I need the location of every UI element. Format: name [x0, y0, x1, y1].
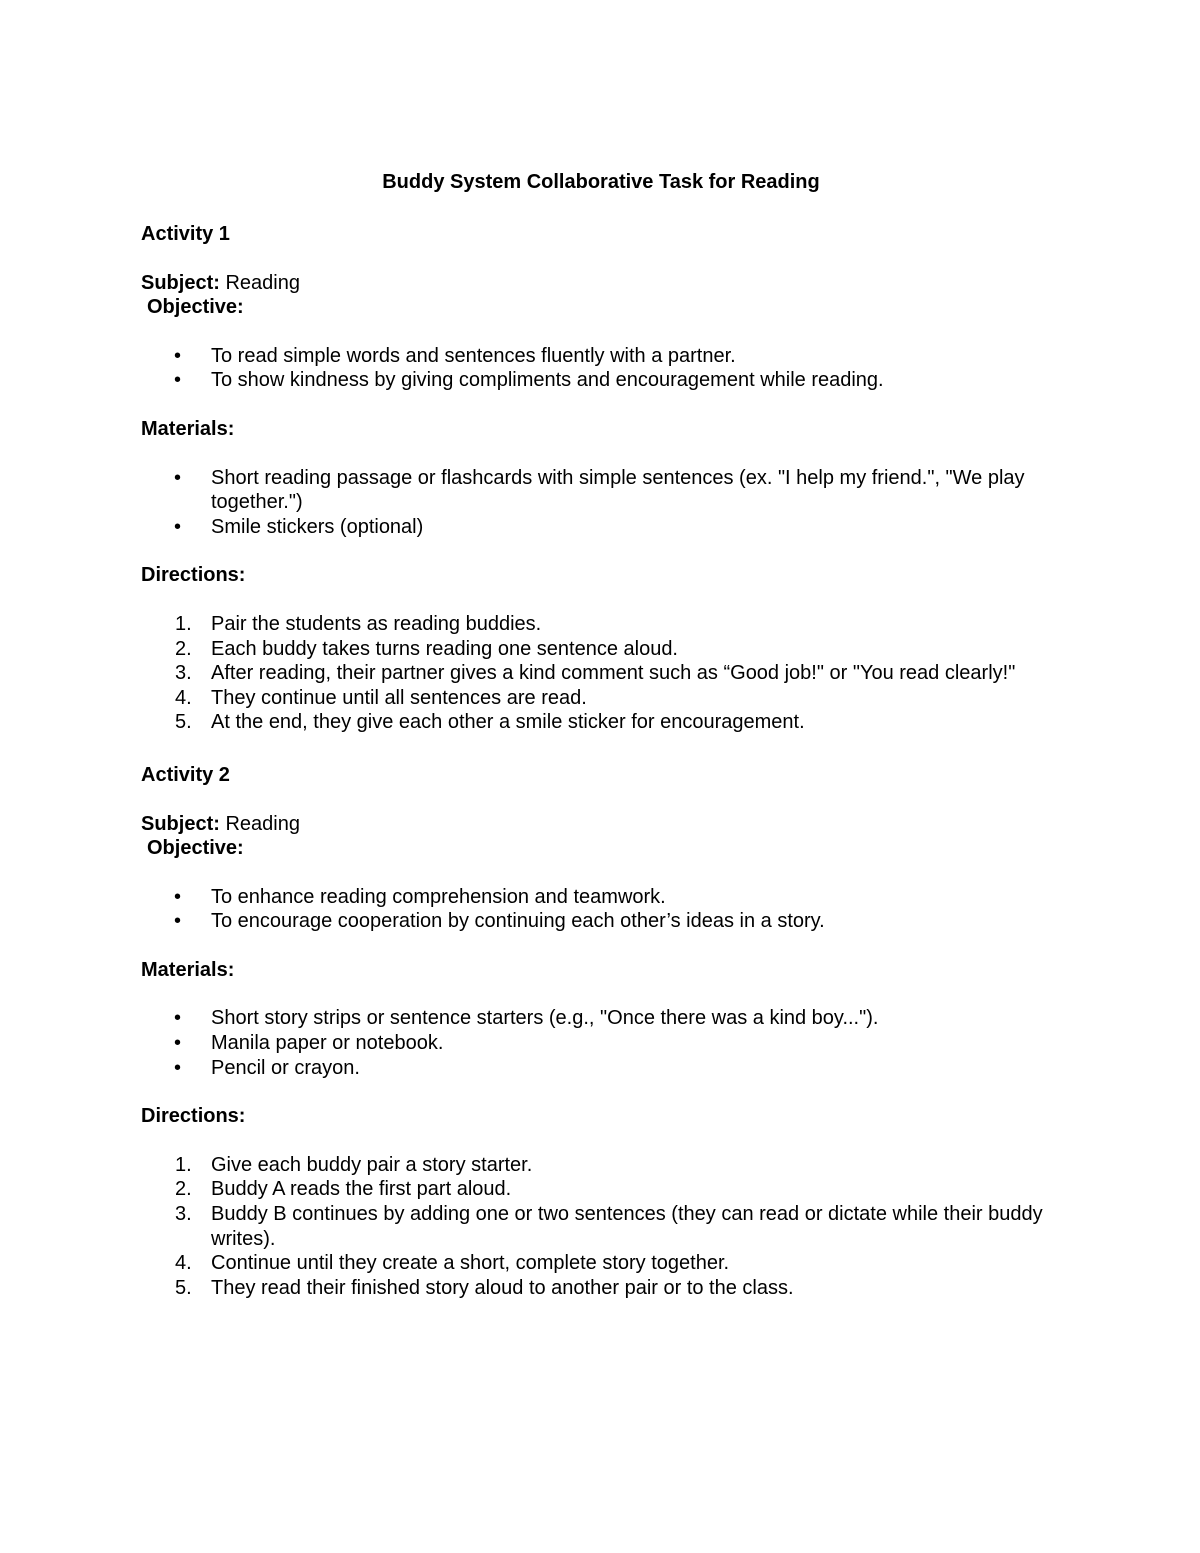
step-number: 2.: [175, 1178, 192, 1201]
step-number: 3.: [175, 662, 192, 685]
objective-text: To enhance reading comprehension and teamwork.: [211, 885, 666, 908]
list-item: [141, 1251, 1061, 1276]
list-item: [141, 710, 1061, 735]
objectives-list: [141, 344, 1061, 393]
objective-text: To show kindness by giving compliments and encouragement while reading.: [211, 369, 884, 392]
list-item: [141, 515, 1061, 540]
material-text: Short reading passage or flashcards with simple sentences (ex. "I help my friend.", "We play together."): [211, 466, 1025, 514]
activity-heading: Activity 1: [141, 223, 230, 245]
direction-text: After reading, their partner gives a kind comment such as “Good job!" or "You read clearly!": [211, 662, 1016, 685]
direction-text: Give each buddy pair a story starter.: [211, 1153, 533, 1176]
step-number: 5.: [175, 711, 192, 734]
materials-list: [141, 466, 1061, 540]
subject-label: Subject:: [141, 812, 220, 835]
objective-label: Objective:: [147, 296, 244, 319]
directions-label: Directions:: [141, 564, 246, 587]
list-item: [141, 661, 1061, 686]
materials-list: [141, 1006, 1061, 1080]
list-item: [141, 344, 1061, 369]
list-item: [141, 909, 1061, 934]
objective-label: Objective:: [147, 837, 244, 860]
step-number: 4.: [175, 686, 192, 709]
step-number: 1.: [175, 1153, 192, 1176]
list-item: [141, 1153, 1061, 1178]
bullet-icon: •: [174, 885, 182, 908]
subject-value: Reading: [225, 271, 300, 294]
materials-label: Materials:: [141, 958, 235, 981]
step-number: 2.: [175, 637, 192, 660]
subject-value: Reading: [225, 812, 300, 835]
direction-text: At the end, they give each other a smile sticker for encouragement.: [211, 711, 805, 734]
bullet-icon: •: [174, 1056, 182, 1079]
activity-heading: Activity 2: [141, 763, 230, 786]
bullet-icon: •: [174, 344, 182, 367]
objective-text: To encourage cooperation by continuing each other’s ideas in a story.: [211, 910, 825, 933]
document-title: Buddy System Collaborative Task for Reading: [382, 171, 820, 193]
list-item: [141, 1006, 1061, 1031]
list-item: [141, 1202, 1061, 1251]
list-item: [141, 686, 1061, 711]
directions-label: Directions:: [141, 1105, 246, 1128]
directions-list: [141, 612, 1061, 735]
direction-text: Buddy A reads the first part aloud.: [211, 1178, 512, 1201]
list-item: [141, 1276, 1061, 1301]
bullet-icon: •: [174, 1007, 182, 1030]
step-number: 4.: [175, 1252, 192, 1275]
document-page: [141, 170, 1061, 1300]
direction-text: Each buddy takes turns reading one sentence aloud.: [211, 637, 678, 660]
activity-2-section: [141, 763, 1061, 1301]
material-text: Manila paper or notebook.: [211, 1032, 444, 1055]
list-item: [141, 1031, 1061, 1056]
list-item: [141, 466, 1061, 515]
subject-line: [141, 271, 1061, 296]
direction-text: Continue until they create a short, complete story together.: [211, 1252, 730, 1275]
objectives-list: [141, 885, 1061, 934]
list-item: [141, 612, 1061, 637]
activity-1-section: [141, 222, 1061, 735]
step-number: 3.: [175, 1203, 192, 1226]
list-item: [141, 368, 1061, 393]
direction-text: Pair the students as reading buddies.: [211, 612, 542, 635]
subject-label: Subject:: [141, 271, 220, 294]
step-number: 1.: [175, 612, 192, 635]
list-item: [141, 637, 1061, 662]
material-text: Smile stickers (optional): [211, 515, 424, 538]
list-item: [141, 1056, 1061, 1081]
direction-text: Buddy B continues by adding one or two sentences (they can read or dictate while their buddy writes).: [211, 1203, 1043, 1250]
step-number: 5.: [175, 1276, 192, 1299]
bullet-icon: •: [174, 466, 182, 489]
material-text: Short story strips or sentence starters (e.g., "Once there was a kind boy...").: [211, 1007, 879, 1030]
bullet-icon: •: [174, 515, 182, 538]
direction-text: They continue until all sentences are read.: [211, 686, 587, 709]
materials-label: Materials:: [141, 417, 235, 440]
subject-line: [141, 812, 1061, 837]
bullet-icon: •: [174, 1032, 182, 1055]
list-item: [141, 1177, 1061, 1202]
bullet-icon: •: [174, 910, 182, 933]
material-text: Pencil or crayon.: [211, 1056, 360, 1079]
direction-text: They read their finished story aloud to another pair or to the class.: [211, 1276, 794, 1299]
directions-list: [141, 1153, 1061, 1301]
objective-text: To read simple words and sentences fluently with a partner.: [211, 344, 736, 367]
bullet-icon: •: [174, 369, 182, 392]
list-item: [141, 885, 1061, 910]
